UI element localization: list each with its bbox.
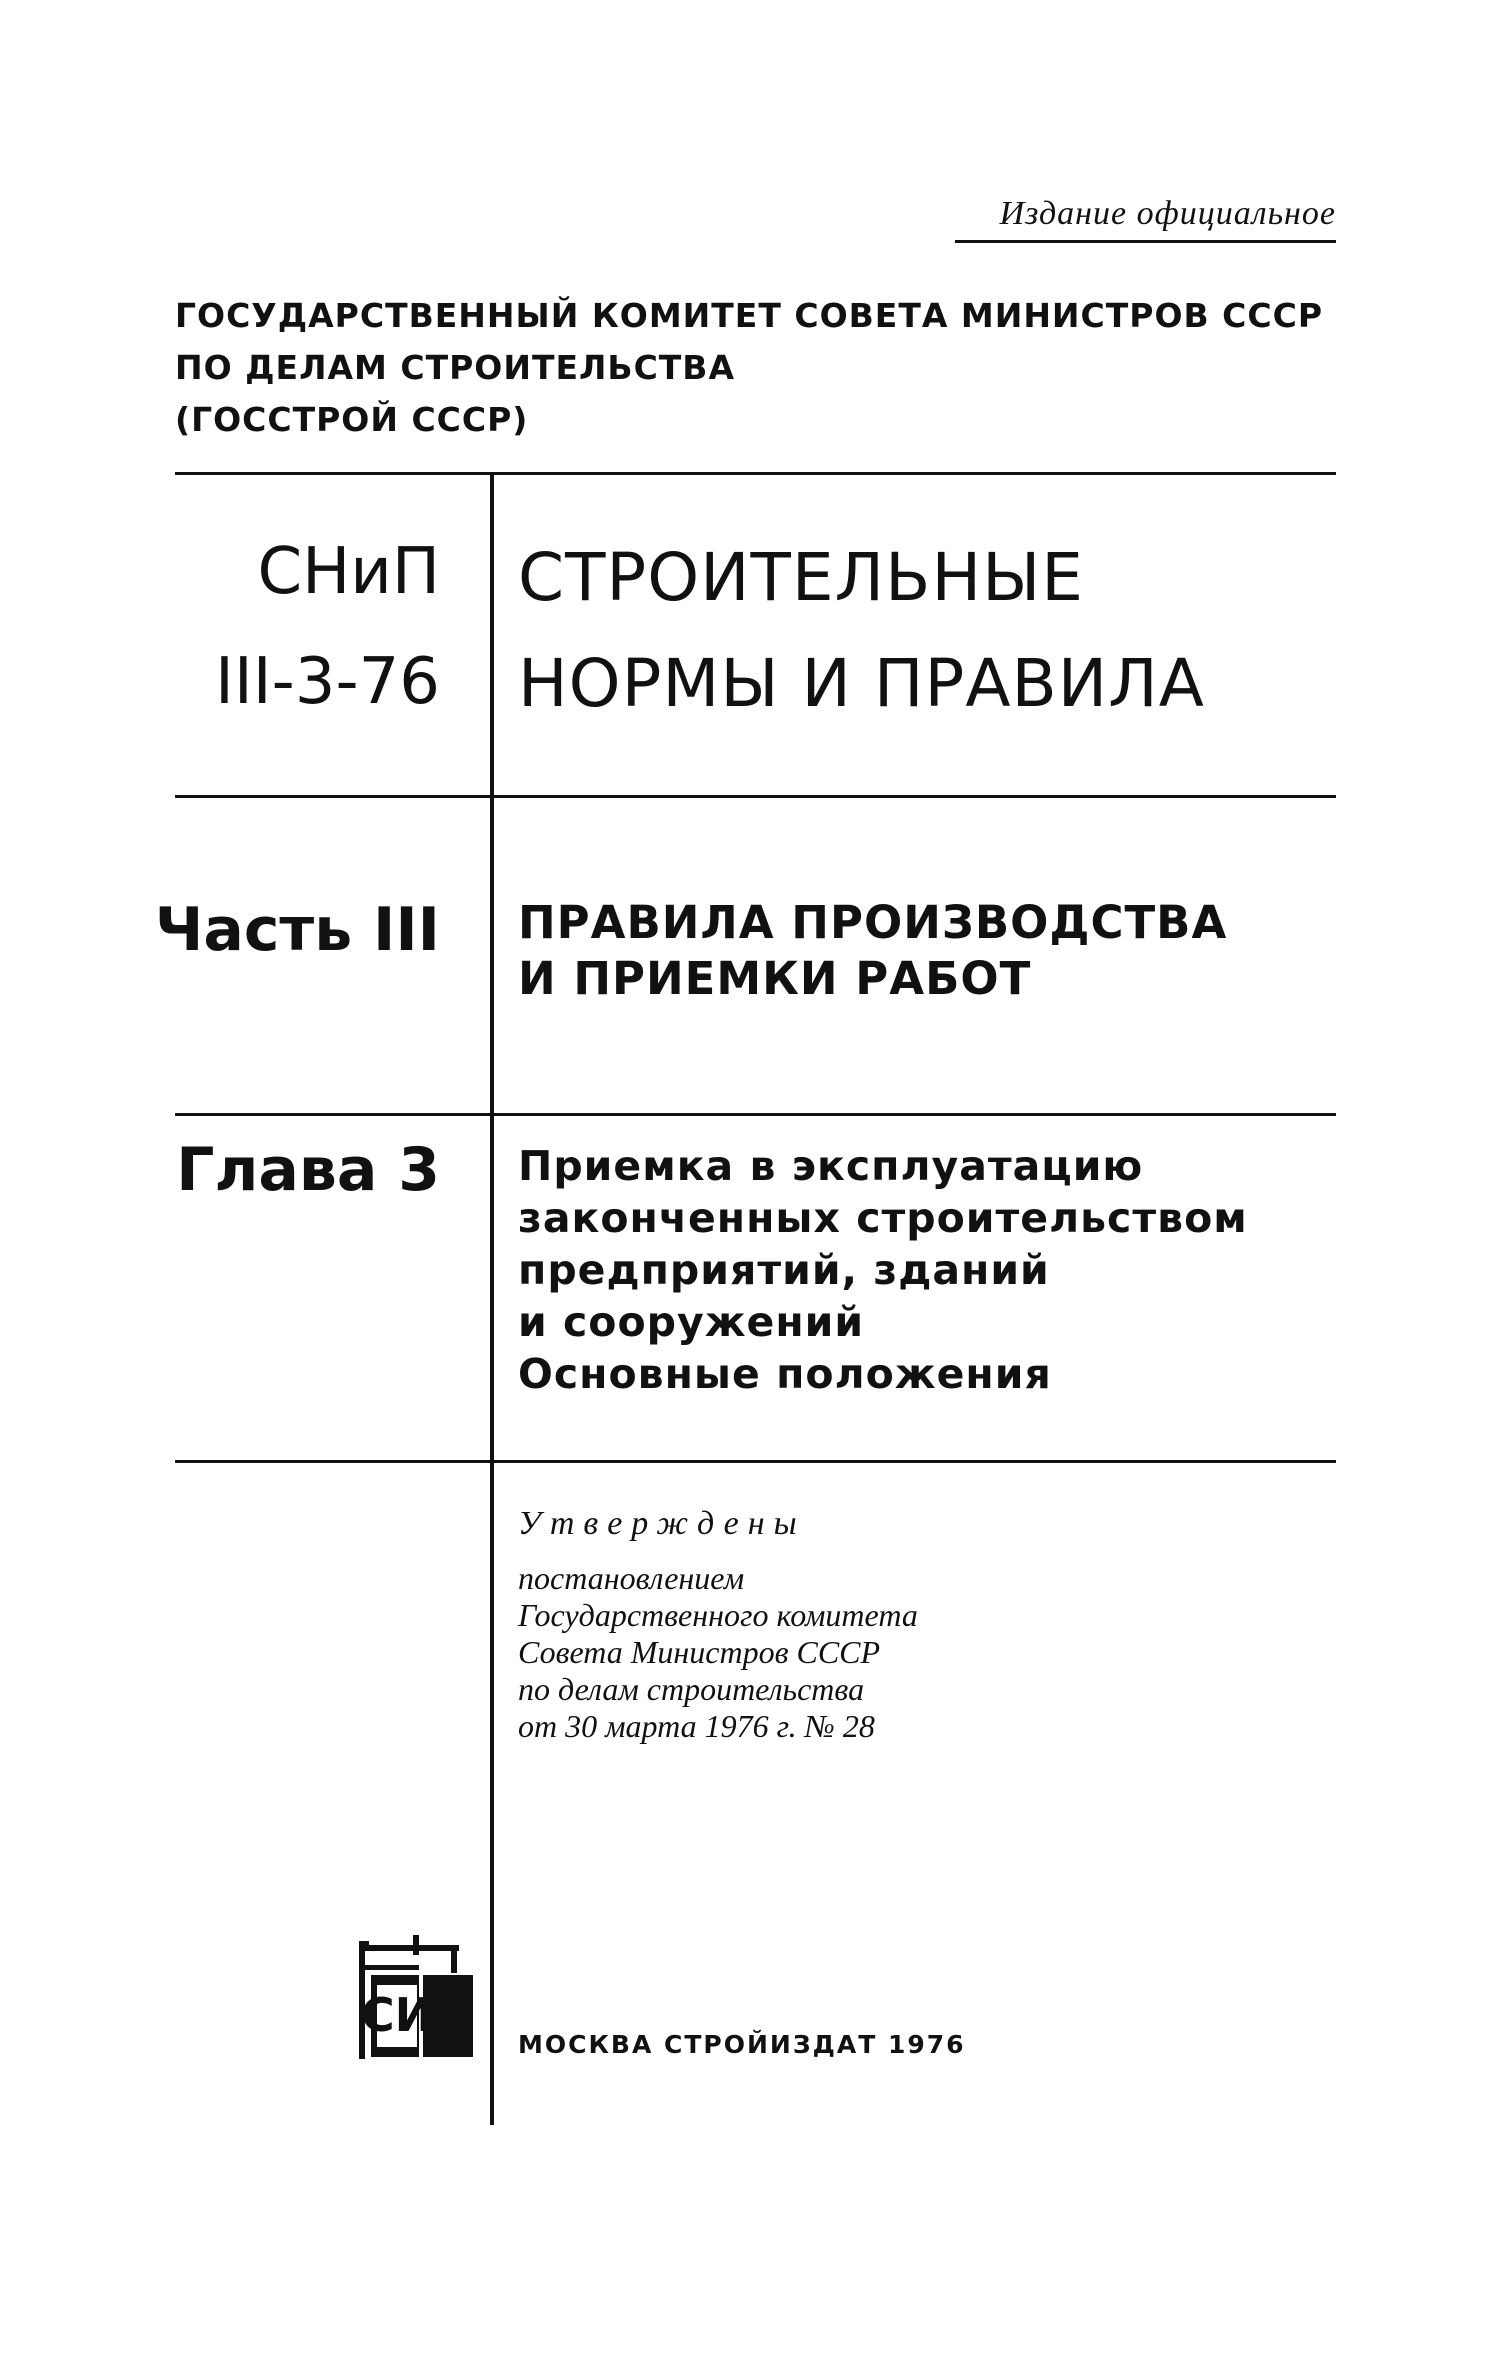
chapter-title-line: законченных строительством bbox=[518, 1194, 1248, 1242]
top-divider bbox=[175, 472, 1336, 475]
approval-line: Совета Министров СССР bbox=[518, 1634, 881, 1670]
approval-line: от 30 марта 1976 г. № 28 bbox=[518, 1708, 875, 1744]
chapter-title-line: Приемка в эксплуатацию bbox=[518, 1142, 1144, 1190]
committee-line: ПО ДЕЛАМ СТРОИТЕЛЬСТВА bbox=[175, 348, 735, 387]
doc-title-line: НОРМЫ И ПРАВИЛА bbox=[518, 645, 1205, 722]
approval-line: постановлением bbox=[518, 1560, 745, 1596]
vertical-divider bbox=[490, 475, 494, 2125]
doc-title bbox=[518, 525, 1205, 737]
part-title bbox=[518, 895, 1227, 1007]
approval-line: Государственного комитета bbox=[518, 1597, 918, 1633]
approval-details bbox=[518, 1560, 918, 1745]
committee-line: (ГОССТРОЙ СССР) bbox=[175, 400, 529, 439]
committee-header bbox=[175, 290, 1324, 446]
edition-underline bbox=[955, 240, 1336, 243]
divider-2 bbox=[175, 1113, 1336, 1116]
doc-title-line: СТРОИТЕЛЬНЫЕ bbox=[518, 539, 1085, 616]
chapter-label: Глава 3 bbox=[176, 1135, 440, 1205]
divider-1 bbox=[175, 795, 1336, 798]
chapter-title bbox=[518, 1140, 1248, 1400]
edition-note: Издание официальное bbox=[999, 195, 1336, 232]
approval-heading: Утверждены bbox=[518, 1505, 806, 1542]
logo-letter: СИ bbox=[360, 1988, 434, 2042]
doc-number: III-3-76 bbox=[215, 645, 440, 719]
stroyizdat-logo-icon bbox=[355, 1935, 479, 2059]
chapter-title-line: и сооружений bbox=[518, 1298, 865, 1346]
doc-code: СНиП bbox=[257, 535, 440, 609]
committee-line: ГОСУДАРСТВЕННЫЙ КОМИТЕТ СОВЕТА МИНИСТРОВ СССР bbox=[175, 296, 1324, 335]
part-title-line: ПРАВИЛА ПРОИЗВОДСТВА bbox=[518, 896, 1228, 949]
approval-line: по делам строительства bbox=[518, 1671, 865, 1707]
divider-3 bbox=[175, 1460, 1336, 1463]
publisher-imprint: МОСКВА СТРОЙИЗДАТ 1976 bbox=[518, 2030, 966, 2059]
chapter-title-line: Основные положения bbox=[518, 1350, 1052, 1398]
part-title-line: И ПРИЕМКИ РАБОТ bbox=[518, 952, 1032, 1005]
part-label: Часть III bbox=[154, 895, 440, 965]
chapter-title-line: предприятий, зданий bbox=[518, 1246, 1050, 1294]
